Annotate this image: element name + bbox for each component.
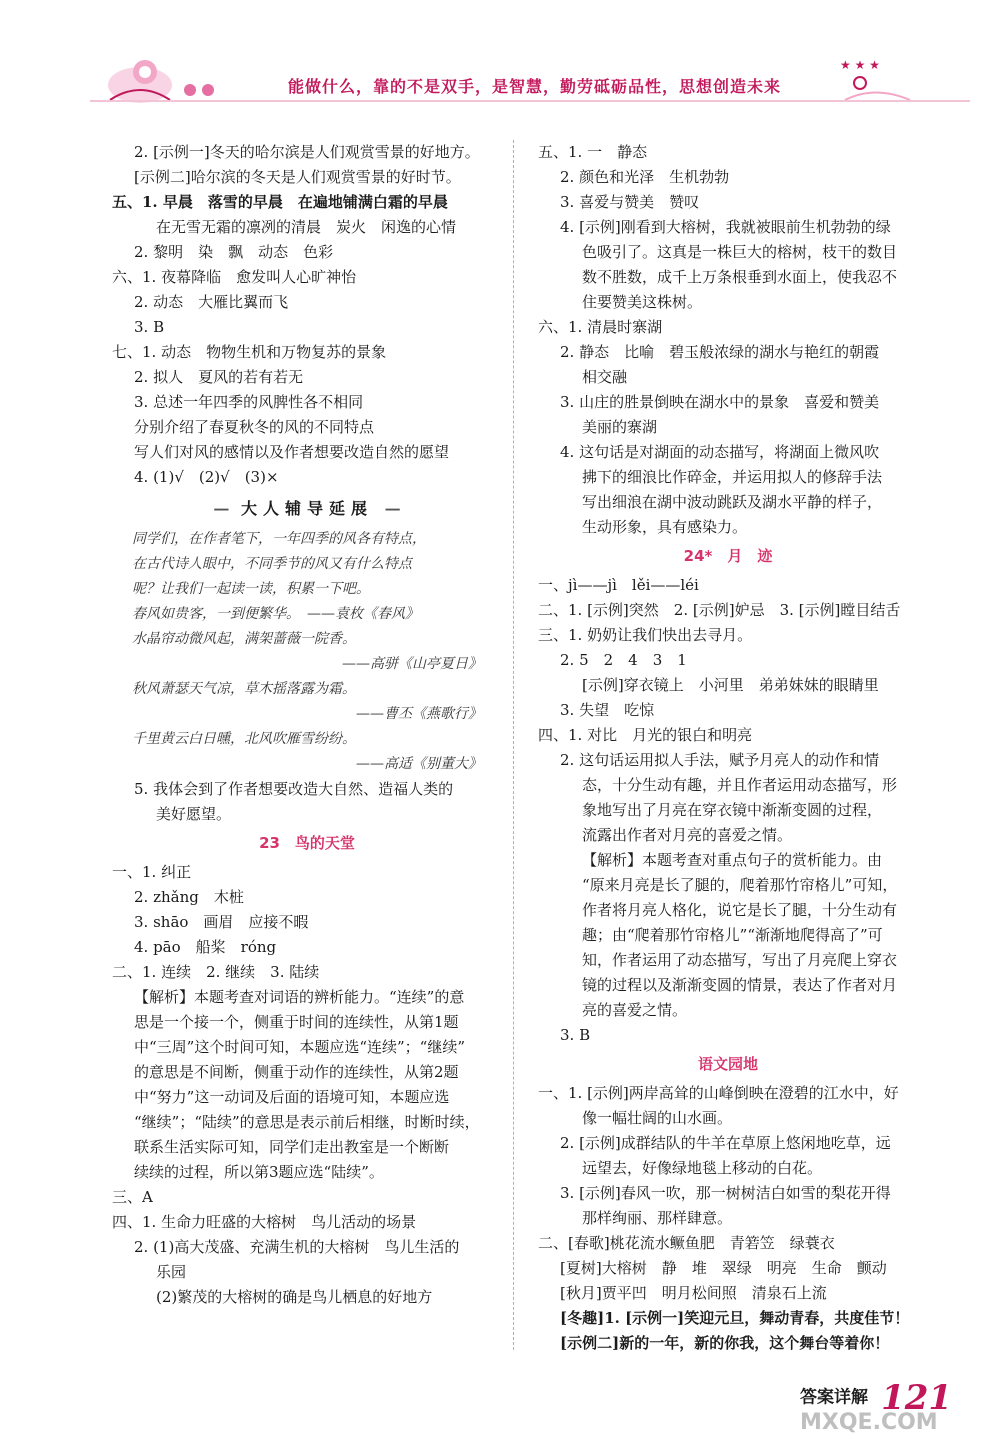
- answer-line: 在无雪无霜的凛冽的清晨 炭火 闲逸的心情: [156, 218, 457, 236]
- footer-label: 答案详解: [800, 1387, 868, 1408]
- header-motto: 能做什么，靠的不是双手，是智慧，勤劳砥砺品性，思想创造未来: [288, 77, 782, 96]
- analysis-line: 趣；由“爬着那竹帘格儿”“渐渐地爬得高了”可: [582, 926, 883, 944]
- answer-line: 4. [示例]刚看到大榕树，我就被眼前生机勃勃的绿: [560, 218, 891, 236]
- watermark: MXQE.COM: [800, 1410, 938, 1435]
- analysis-line: 中“努力”这一动词及后面的语境可知，本题应选: [134, 1088, 450, 1106]
- answer-line: 相交融: [582, 368, 628, 386]
- answer-line: 拂下的细浪比作碎金，并运用拟人的修辞手法: [582, 468, 883, 486]
- answer-line: 写出细浪在湖中波动跳跃及湖水平静的样子，: [582, 493, 883, 511]
- extension-line: 秋风萧瑟天气凉，草木摇落露为霜。: [132, 681, 356, 697]
- answer-line: 3. 总述一年四季的风脾性各不相同: [134, 393, 364, 411]
- answer-line: 2. [示例一]冬天的哈尔滨是人们观赏雪景的好地方。: [134, 143, 480, 161]
- analysis-line: 【解析】本题考查对重点句子的赏析能力。由: [582, 851, 883, 869]
- answer-line: 2. 动态 大雁比翼而飞: [134, 293, 289, 311]
- answer-line: [示例]穿衣镜上 小河里 弟弟妹妹的眼睛里: [582, 676, 879, 694]
- answer-line: 二、1. 连续 2. 继续 3. 陆续: [112, 963, 320, 981]
- answer-line: [秋月]贾平凹 明月松间照 清泉石上流: [560, 1284, 827, 1302]
- extension-line: 水晶帘动微风起，满架蔷薇一院香。: [132, 631, 356, 647]
- analysis-line: 中“三周”这个时间可知，本题应选“连续”；“继续”: [134, 1038, 466, 1056]
- answer-line: 3. 山庄的胜景倒映在湖水中的景象 喜爱和赞美: [560, 393, 880, 411]
- answer-line: 5. 我体会到了作者想要改造大自然、造福人类的: [134, 780, 454, 798]
- answer-line: 五、1. 早晨 落雪的早晨 在遍地铺满白霜的早晨: [112, 193, 448, 211]
- section-title: 23 鸟的天堂: [259, 834, 355, 852]
- answer-line: [冬趣]1. [示例一]笑迎元旦，舞动青春，共度佳节！: [560, 1309, 910, 1327]
- answer-line: 2. 静态 比喻 碧玉般浓绿的湖水与艳红的朝霞: [560, 343, 880, 361]
- answer-line: 2. 黎明 染 飘 动态 色彩: [134, 243, 334, 261]
- analysis-line: “继续”；“陆续”的意思是表示前后相继，时断时续，: [134, 1113, 480, 1131]
- answer-line: 3. B: [560, 1026, 591, 1044]
- answer-line: 2. [示例]成群结队的牛羊在草原上悠闲地吃草，远: [560, 1134, 891, 1152]
- answer-line: [示例二]新的一年，新的你我，这个舞台等着你！: [560, 1334, 890, 1352]
- answer-line: 流露出作者对月亮的喜爱之情。: [582, 826, 793, 844]
- answer-line: 五、1. 一 静态: [538, 143, 648, 161]
- answer-line: 象地写出了月亮在穿衣镜中渐渐变圆的过程，: [582, 801, 883, 819]
- extension-box: [112, 527, 502, 777]
- analysis-line: 知，作者运用了动态描写，写出了月亮爬上穿衣: [582, 951, 898, 969]
- right-column: [538, 140, 918, 1356]
- answer-line: 像一幅壮阔的山水画。: [582, 1109, 733, 1127]
- extension-box-title: — 大人辅导延展 —: [213, 499, 401, 518]
- page-number: 121: [881, 1378, 953, 1418]
- answer-line: 2. (1)高大茂盛、充满生机的大榕树 鸟儿生活的: [134, 1238, 460, 1256]
- answer-line: 远望去，好像绿地毯上移动的白花。: [582, 1159, 823, 1177]
- answer-line: 4. 这句话是对湖面的动态描写，将湖面上微风吹: [560, 443, 880, 461]
- answer-line: 3. B: [134, 318, 165, 336]
- answer-line: 3. 喜爱与赞美 赞叹: [560, 193, 700, 211]
- answer-line: 二、1. [示例]突然 2. [示例]妒忌 3. [示例]瞠目结舌: [538, 601, 901, 619]
- analysis-line: 的意思是不间断，侧重于动作的连续性，从第2题: [134, 1063, 459, 1081]
- answer-line: (2)繁茂的大榕树的确是鸟儿栖息的好地方: [156, 1288, 433, 1306]
- section-title: 语文园地: [697, 1055, 758, 1073]
- answer-line: 2. 颜色和光泽 生机勃勃: [560, 168, 730, 186]
- answer-line: 3. shāo 画眉 应接不暇: [134, 913, 309, 931]
- svg-text:★ ★ ★: ★ ★ ★: [840, 58, 880, 72]
- answer-line: 4. (1)√ (2)√ (3)×: [134, 468, 279, 486]
- analysis-line: 作者将月亮人格化，说它是长了腿，十分生动有: [582, 901, 898, 919]
- extension-line: 千里黄云白日曛，北风吹雁雪纷纷。: [132, 731, 356, 747]
- answer-line: 2. zhǎng 木桩: [134, 888, 244, 906]
- header-divider: [90, 100, 970, 102]
- extension-line: ——曹丕《燕歌行》: [356, 706, 482, 722]
- answer-line: 六、1. 清晨时寨湖: [538, 318, 663, 336]
- extension-line: 在古代诗人眼中，不同季节的风又有什么特点: [132, 556, 412, 572]
- answer-line: 美丽的寨湖: [582, 418, 658, 436]
- answer-line: 一、1. [示例]两岸高耸的山峰倒映在澄碧的江水中，好: [538, 1084, 899, 1102]
- answer-line: 2. 这句话运用拟人手法，赋予月亮人的动作和情: [560, 751, 880, 769]
- answer-line: 2. 拟人 夏风的若有若无: [134, 368, 304, 386]
- answer-line: 色吸引了。这真是一株巨大的榕树，枝干的数目: [582, 243, 898, 261]
- extension-line: 呢？让我们一起读一读，积累一下吧。: [132, 581, 370, 597]
- answer-line: 一、jì——jì lěi——léi: [538, 576, 699, 594]
- answer-line: 2. 5 2 4 3 1: [560, 651, 687, 669]
- left-column: [112, 140, 502, 1310]
- analysis-line: 【解析】本题考查对词语的辨析能力。“连续”的意: [134, 988, 465, 1006]
- answer-line: 七、1. 动态 物物生机和万物复苏的景象: [112, 343, 387, 361]
- extension-line: 春风如贵客，一到便繁华。 ——袁枚《春风》: [132, 606, 419, 622]
- answer-line: 三、A: [112, 1188, 153, 1206]
- answer-line: 数不胜数，成千上万条根垂到水面上，使我忍不: [582, 268, 898, 286]
- answer-line: [示例二]哈尔滨的冬天是人们观赏雪景的好时节。: [134, 168, 461, 186]
- answer-line: 生动形象，具有感染力。: [582, 518, 748, 536]
- answer-line: 3. [示例]春风一吹，那一树树洁白如雪的梨花开得: [560, 1184, 891, 1202]
- analysis-line: 续续的过程，所以第3题应选“陆续”。: [134, 1163, 384, 1181]
- analysis-line: 联系生活实际可知，同学们走出教室是一个断断: [134, 1138, 450, 1156]
- answer-line: [夏树]大榕树 静 堆 翠绿 明亮 生命 颤动: [560, 1259, 887, 1277]
- answer-line: 四、1. 生命力旺盛的大榕树 鸟儿活动的场景: [112, 1213, 417, 1231]
- cartoon-logo-icon: [100, 50, 230, 114]
- answer-line: 分别介绍了春夏秋冬的风的不同特点: [134, 418, 375, 436]
- analysis-line: 思是一个接一个，侧重于时间的连续性，从第1题: [134, 1013, 459, 1031]
- column-divider: [513, 140, 514, 1350]
- extension-line: 同学们，在作者笔下，一年四季的风各有特点，: [132, 531, 426, 547]
- answer-line: 一、1. 纠正: [112, 863, 192, 881]
- extension-line: ——高骈《山亭夏日》: [342, 656, 482, 672]
- answer-line: 住要赞美这株树。: [582, 293, 703, 311]
- analysis-line: “原来月亮是长了腿的，爬着那竹帘格儿”可知，: [582, 876, 898, 894]
- extension-line: ——高适《别董大》: [356, 756, 482, 772]
- answer-line: 六、1. 夜幕降临 愈发叫人心旷神怡: [112, 268, 357, 286]
- answer-line: 3. 失望 吃惊: [560, 701, 655, 719]
- answer-line: 写人们对风的感情以及作者想要改造自然的愿望: [134, 443, 450, 461]
- answer-line: 4. pāo 船桨 róng: [134, 938, 277, 956]
- section-title: 24* 月 迹: [683, 547, 773, 565]
- answer-line: 四、1. 对比 月光的银白和明亮: [538, 726, 753, 744]
- answer-line: 态，十分生动有趣，并且作者运用动态描写，形: [582, 776, 898, 794]
- analysis-line: 镜的过程以及渐渐变圆的情景，表达了作者对月: [582, 976, 898, 994]
- answer-line: 二、[春歌]桃花流水鳜鱼肥 青箬笠 绿蓑衣: [538, 1234, 835, 1252]
- answer-line: 那样绚丽、那样肆意。: [582, 1209, 733, 1227]
- answer-line: 乐园: [156, 1263, 187, 1281]
- answer-line: 美好愿望。: [156, 805, 232, 823]
- answer-line: 三、1. 奶奶让我们快出去寻月。: [538, 626, 753, 644]
- page-header: [0, 0, 1000, 130]
- analysis-line: 亮的喜爱之情。: [582, 1001, 688, 1019]
